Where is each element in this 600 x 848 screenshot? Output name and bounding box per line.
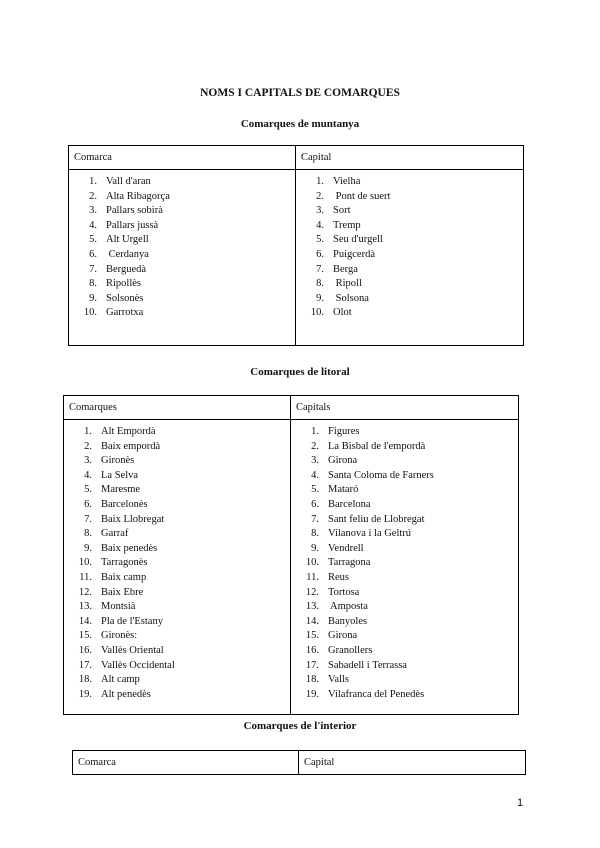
item-text: Maresme — [101, 484, 141, 496]
list-item — [64, 454, 290, 469]
item-text: Seu d'urgell — [333, 234, 383, 246]
list-item — [64, 629, 290, 644]
item-text: Sabadell i Terrassa — [328, 659, 407, 671]
list-item — [64, 425, 290, 440]
item-text: La Selva — [101, 469, 139, 481]
list-item — [291, 688, 518, 703]
item-text: Cerdanya — [106, 248, 149, 260]
item-number: 4. — [89, 219, 97, 231]
list-item — [291, 440, 518, 455]
list-item — [64, 688, 290, 703]
item-number: 1. — [89, 176, 97, 187]
list-item — [296, 292, 523, 307]
item-number: 10. — [305, 557, 319, 569]
item-number: 13. — [78, 601, 92, 613]
list-item — [296, 306, 523, 321]
list-item — [69, 263, 295, 278]
item-text: Solsonès — [106, 292, 144, 304]
page-title: NOMS I CAPITALS DE COMARQUES — [200, 87, 400, 99]
section-heading-litoral: Comarques de litoral — [250, 366, 350, 378]
item-text: Barcelona — [328, 498, 371, 510]
item-text: Ripollès — [106, 278, 142, 290]
item-number: 2. — [316, 190, 324, 202]
item-text: Vilanova i la Geltrú — [328, 528, 412, 540]
list-item — [291, 571, 518, 586]
item-text: Girona — [328, 630, 358, 642]
item-number: 8. — [89, 278, 97, 290]
item-number: 2. — [89, 190, 97, 202]
item-text: Olot — [333, 307, 352, 319]
list-item — [64, 498, 290, 513]
item-number: 3. — [316, 205, 324, 217]
section-heading-interior: Comarques de l'interior — [243, 720, 357, 732]
item-number: 4. — [84, 469, 92, 481]
item-number: 8. — [311, 528, 319, 540]
list-item — [64, 644, 290, 659]
item-text: Baix camp — [101, 571, 147, 583]
item-text: Amposta — [328, 601, 368, 613]
header-comarca: Comarca — [69, 146, 296, 170]
item-number: 7. — [84, 513, 92, 525]
item-text: Vendrell — [328, 542, 364, 554]
item-number: 11. — [306, 571, 319, 583]
item-number: 17. — [305, 659, 319, 671]
item-number: 11. — [79, 571, 92, 583]
list-item — [64, 527, 290, 542]
item-text: Puigcerdà — [333, 248, 375, 260]
item-number: 13. — [305, 601, 319, 613]
item-number: 7. — [311, 513, 319, 525]
item-number: 5. — [316, 234, 324, 246]
item-text: Santa Coloma de Farners — [328, 469, 434, 481]
item-number: 9. — [89, 292, 97, 304]
comarques-cell — [64, 420, 291, 715]
list-item — [291, 454, 518, 469]
item-text: La Bisbal de l'empordà — [328, 440, 426, 452]
item-text: Alt camp — [101, 674, 140, 686]
section-heading-muntanya: Comarques de muntanya — [240, 118, 360, 130]
item-text: Barcelonès — [101, 498, 148, 510]
header-comarca-interior: Comarca — [73, 751, 299, 775]
item-number: 5. — [89, 234, 97, 246]
table-muntanya — [68, 145, 524, 346]
header-capitals: Capitals — [291, 396, 519, 420]
item-text: Mataró — [328, 484, 359, 496]
item-number: 1. — [311, 426, 319, 437]
item-number: 10. — [83, 307, 97, 319]
list-item — [291, 659, 518, 674]
list-item — [291, 644, 518, 659]
header-comarques: Comarques — [64, 396, 291, 420]
item-text: Granollers — [328, 644, 373, 656]
capital-list — [296, 175, 523, 321]
item-text: Tremp — [333, 219, 361, 231]
item-text: Tortosa — [328, 586, 360, 598]
item-number: 3. — [84, 455, 92, 467]
comarca-list — [69, 175, 295, 321]
list-item — [64, 673, 290, 688]
item-number: 9. — [316, 292, 324, 304]
item-text: Vilafranca del Penedès — [328, 688, 425, 700]
item-text: Ripoll — [333, 278, 362, 290]
item-number: 9. — [84, 542, 92, 554]
list-item — [291, 542, 518, 557]
list-item — [291, 600, 518, 615]
list-item — [291, 586, 518, 601]
list-item — [291, 615, 518, 630]
list-item — [296, 233, 523, 248]
item-text: Vall d'aran — [106, 176, 151, 187]
item-number: 15. — [305, 630, 319, 642]
item-text: Girona — [328, 455, 358, 467]
item-number: 7. — [316, 263, 324, 275]
list-item — [69, 175, 295, 190]
item-text: Berga — [333, 263, 358, 275]
item-number: 8. — [84, 528, 92, 540]
item-text: Vallès Occidental — [101, 659, 175, 671]
comarca-cell — [69, 170, 296, 346]
item-text: Sort — [333, 205, 351, 217]
item-text: Alt Urgell — [106, 234, 149, 246]
list-item — [69, 277, 295, 292]
item-text: Gironès: — [101, 630, 138, 642]
list-item — [291, 673, 518, 688]
item-number: 18. — [305, 674, 319, 686]
item-number: 12. — [305, 586, 319, 598]
list-item — [64, 615, 290, 630]
item-number: 3. — [89, 205, 97, 217]
list-item — [64, 659, 290, 674]
item-number: 12. — [78, 586, 92, 598]
list-item — [69, 248, 295, 263]
item-text: Pallars sobirà — [106, 205, 163, 217]
item-number: 8. — [316, 278, 324, 290]
list-item — [296, 204, 523, 219]
item-number: 15. — [78, 630, 92, 642]
list-item — [291, 469, 518, 484]
item-text: Reus — [328, 571, 349, 583]
page-number: 1 — [517, 797, 524, 809]
item-number: 6. — [89, 248, 97, 260]
item-text: Valls — [328, 674, 349, 686]
header-capital: Capital — [296, 146, 524, 170]
item-number: 4. — [316, 219, 324, 231]
list-item — [291, 483, 518, 498]
item-number: 5. — [311, 484, 319, 496]
capitals-list — [291, 425, 518, 702]
item-number: 19. — [78, 688, 92, 700]
list-item — [296, 175, 523, 190]
item-text: Pla de l'Estany — [101, 615, 163, 627]
list-item — [64, 556, 290, 571]
list-item — [64, 513, 290, 528]
list-item — [64, 483, 290, 498]
item-text: Sant feliu de Llobregat — [328, 513, 425, 525]
item-number: 14. — [305, 615, 319, 627]
item-text: Baix penedès — [101, 542, 158, 554]
item-number: 18. — [78, 674, 92, 686]
list-item — [296, 277, 523, 292]
item-number: 19. — [305, 688, 319, 700]
list-item — [69, 292, 295, 307]
list-item — [64, 586, 290, 601]
item-text: Baix empordà — [101, 440, 161, 452]
list-item — [296, 219, 523, 234]
item-number: 6. — [316, 248, 324, 260]
list-item — [64, 440, 290, 455]
list-item — [69, 219, 295, 234]
list-item — [69, 306, 295, 321]
capital-cell — [296, 170, 524, 346]
item-text: Vielha — [333, 176, 361, 187]
list-item — [69, 233, 295, 248]
list-item — [64, 571, 290, 586]
item-number: 16. — [305, 644, 319, 656]
item-number: 3. — [311, 455, 319, 467]
item-number: 6. — [311, 498, 319, 510]
list-item — [291, 425, 518, 440]
item-number: 1. — [84, 426, 92, 437]
item-number: 10. — [78, 557, 92, 569]
item-number: 2. — [84, 440, 92, 452]
capitals-cell — [291, 420, 519, 715]
list-item — [69, 204, 295, 219]
table-litoral — [63, 395, 519, 715]
item-text: Banyoles — [328, 615, 368, 627]
item-number: 5. — [84, 484, 92, 496]
header-capital-interior: Capital — [299, 751, 526, 775]
item-text: Garraf — [101, 528, 129, 540]
item-text: Tarragona — [328, 557, 371, 569]
item-text: Alt penedès — [101, 688, 151, 700]
list-item — [291, 498, 518, 513]
list-item — [64, 600, 290, 615]
item-text: Pont de suert — [333, 190, 391, 202]
list-item — [296, 263, 523, 278]
list-item — [64, 469, 290, 484]
list-item — [291, 556, 518, 571]
item-number: 17. — [78, 659, 92, 671]
item-text: Montsià — [101, 601, 136, 613]
item-text: Alt Empordà — [101, 426, 156, 437]
list-item — [291, 513, 518, 528]
comarques-list — [64, 425, 290, 702]
list-item — [296, 190, 523, 205]
item-number: 6. — [84, 498, 92, 510]
item-text: Baix Ebre — [101, 586, 144, 598]
list-item — [296, 248, 523, 263]
item-number: 4. — [311, 469, 319, 481]
item-number: 10. — [310, 307, 324, 319]
item-text: Vallès Oriental — [101, 644, 164, 656]
item-number: 2. — [311, 440, 319, 452]
item-number: 7. — [89, 263, 97, 275]
table-interior — [72, 750, 526, 775]
item-text: Tarragonès — [101, 557, 148, 569]
item-text: Figures — [328, 426, 360, 437]
item-text: Garrotxa — [106, 307, 144, 319]
item-text: Baix Llobregat — [101, 513, 165, 525]
item-number: 16. — [78, 644, 92, 656]
list-item — [291, 527, 518, 542]
item-text: Alta Ribagorça — [106, 190, 170, 202]
item-text: Solsona — [333, 292, 369, 304]
item-text: Pallars jussà — [106, 219, 159, 231]
item-number: 9. — [311, 542, 319, 554]
item-text: Gironès — [101, 455, 135, 467]
list-item — [64, 542, 290, 557]
item-text: Berguedà — [106, 263, 147, 275]
list-item — [291, 629, 518, 644]
list-item — [69, 190, 295, 205]
item-number: 14. — [78, 615, 92, 627]
item-number: 1. — [316, 176, 324, 187]
